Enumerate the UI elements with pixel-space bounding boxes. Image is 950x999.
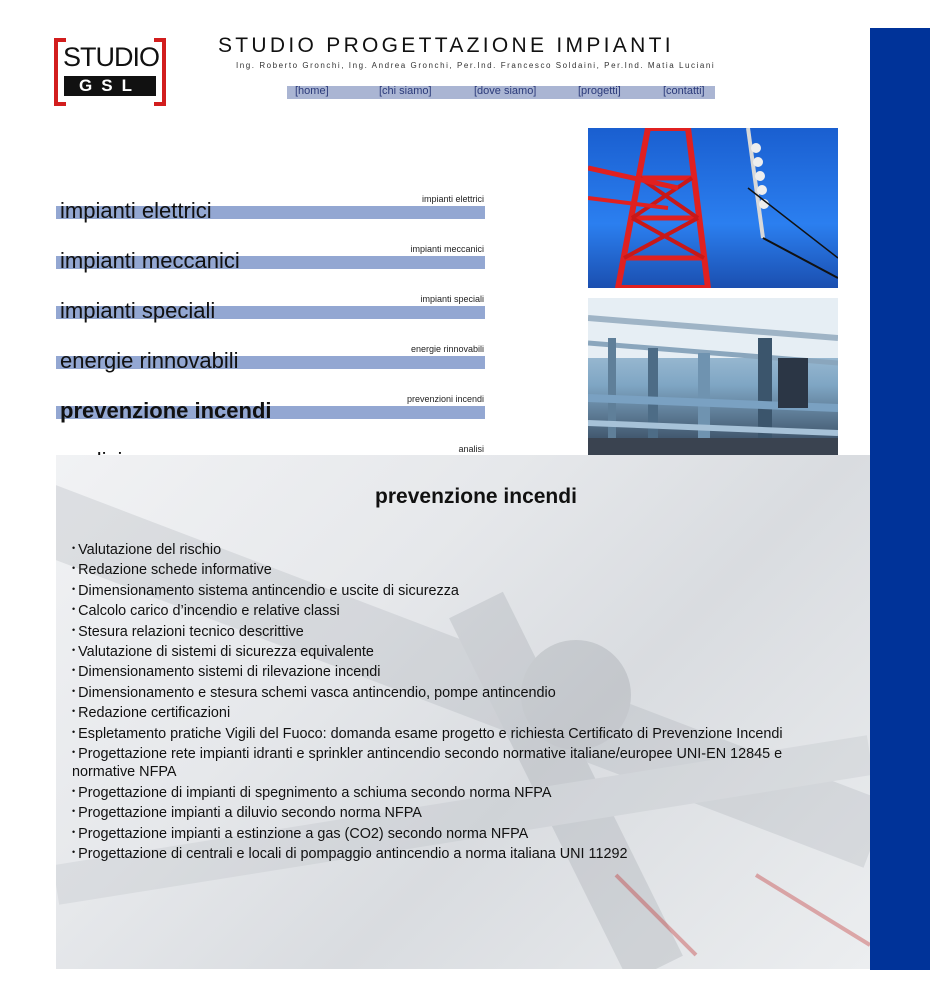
menu-item-impianti-meccanici[interactable] xyxy=(56,244,486,296)
menu-item-label: impianti elettrici xyxy=(60,198,212,223)
menu-item-caption: energie rinnovabili xyxy=(410,344,484,354)
list-item: • Progettazione rete impianti idranti e sprinkler antincendio secondo normative italiane/europee UNI-EN 12845 e normative NFPA xyxy=(72,743,842,782)
list-item: • Dimensionamento sistema antincendio e uscite di sicurezza xyxy=(72,580,842,600)
list-item: • Espletamento pratiche Vigili del Fuoco: domanda esame progetto e richiesta Certificato di Prevenzione Incendi xyxy=(72,723,842,743)
industrial-piping-photo xyxy=(588,298,838,456)
menu-item-label: impianti speciali xyxy=(60,298,216,323)
menu-item-caption: impianti speciali xyxy=(420,294,484,304)
services-list xyxy=(72,539,842,864)
nav-home-link[interactable]: [home] xyxy=(295,85,329,97)
nav-contatti-link[interactable]: [contatti] xyxy=(663,85,705,97)
content-panel xyxy=(56,455,870,969)
menu-item-impianti-elettrici[interactable] xyxy=(56,194,486,246)
top-navigation xyxy=(287,86,715,99)
list-item: • Progettazione di impianti di spegnimento a schiuma secondo norma NFPA xyxy=(72,782,842,802)
menu-item-caption: prevenzioni incendi xyxy=(406,394,484,404)
logo-bracket-left xyxy=(54,38,58,106)
menu-item-impianti-speciali[interactable] xyxy=(56,294,486,346)
section-title: prevenzione incendi xyxy=(375,485,577,508)
menu-item-label: prevenzione incendi xyxy=(60,398,272,423)
list-item: • Progettazione impianti a estinzione a gas (CO2) secondo norma NFPA xyxy=(72,823,842,843)
list-item: • Calcolo carico d’incendio e relative classi xyxy=(72,600,842,620)
list-item: • Redazione certificazioni xyxy=(72,702,842,722)
list-item: • Redazione schede informative xyxy=(72,559,842,579)
menu-item-label: energie rinnovabili xyxy=(60,348,239,373)
list-item: • Dimensionamento sistemi di rilevazione incendi xyxy=(72,661,842,681)
menu-item-caption: analisi xyxy=(458,444,484,454)
right-sidebar-bar xyxy=(870,28,930,970)
nav-progetti-link[interactable]: [progetti] xyxy=(578,85,621,97)
menu-item-energie-rinnovabili[interactable] xyxy=(56,344,486,396)
site-subtitle: Ing. Roberto Gronchi, Ing. Andrea Gronchi, Per.Ind. Francesco Soldaini, Per.Ind. Matia Luciani xyxy=(236,61,716,70)
list-item: • Valutazione del rischio xyxy=(72,539,842,559)
site-title: STUDIO PROGETTAZIONE IMPIANTI xyxy=(218,34,674,57)
logo-bracket-right xyxy=(162,38,166,106)
list-item: • Dimensionamento e stesura schemi vasca antincendio, pompe antincendio xyxy=(72,682,842,702)
nav-dove-siamo-link[interactable]: [dove siamo] xyxy=(474,85,537,97)
nav-chi-siamo-link[interactable]: [chi siamo] xyxy=(379,85,432,97)
menu-item-label: impianti meccanici xyxy=(60,248,240,273)
list-item: • Stesura relazioni tecnico descrittive xyxy=(72,621,842,641)
list-item: • Valutazione di sistemi di sicurezza equivalente xyxy=(72,641,842,661)
logo-bottom-text: GSL xyxy=(64,76,156,96)
menu-item-caption: impianti meccanici xyxy=(410,244,484,254)
menu-item-prevenzione-incendi[interactable] xyxy=(56,394,486,446)
power-pylon-photo xyxy=(588,128,838,288)
studio-gsl-logo[interactable] xyxy=(54,38,166,106)
logo-top-text: STUDIO xyxy=(63,42,160,72)
list-item: • Progettazione di centrali e locali di pompaggio antincendio a norma italiana UNI 11292 xyxy=(72,843,842,863)
menu-item-caption: impianti elettrici xyxy=(421,194,484,204)
list-item: • Progettazione impianti a diluvio secondo norma NFPA xyxy=(72,802,842,822)
